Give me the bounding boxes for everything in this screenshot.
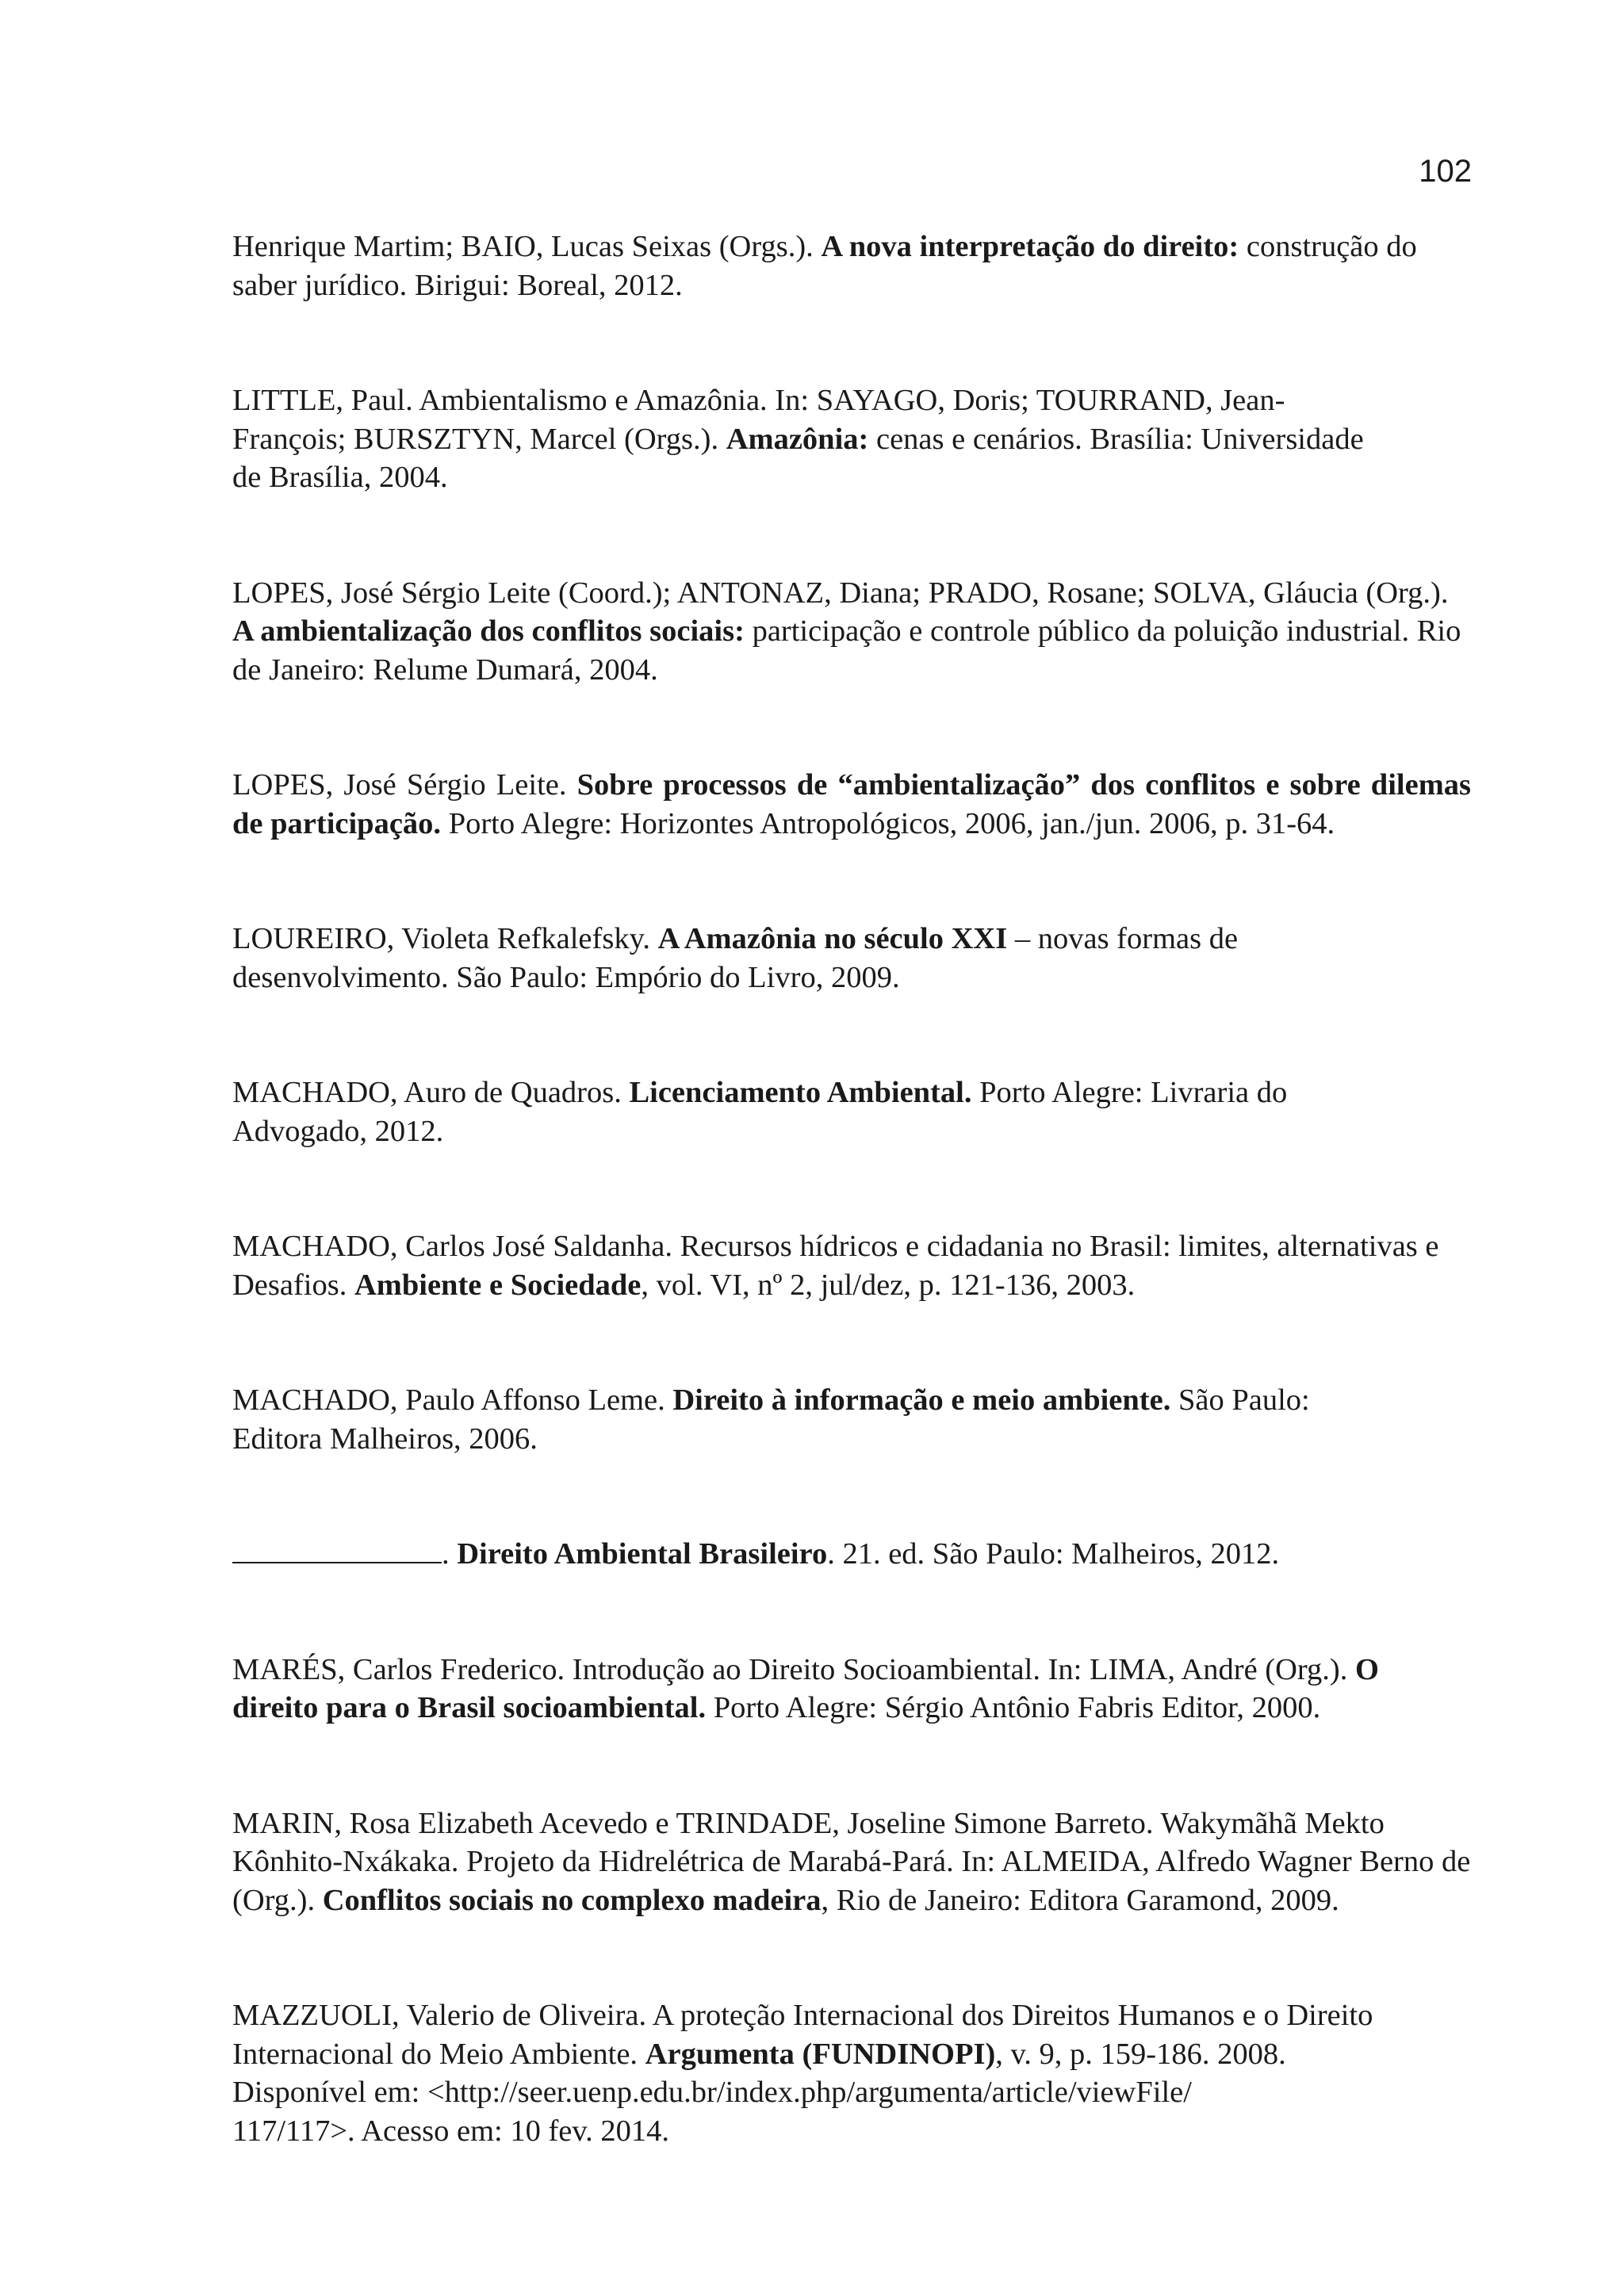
reference-text: MACHADO, Paulo Affonso Leme. bbox=[232, 1383, 673, 1417]
reference-title: Direito à informação e meio ambiente. bbox=[672, 1383, 1171, 1417]
reference-text: Porto Alegre: Sérgio Antônio Fabris Editor, 2000. bbox=[706, 1691, 1321, 1724]
reference-entry bbox=[232, 1535, 1471, 1574]
reference-title: Ambiente e Sociedade bbox=[354, 1268, 642, 1302]
reference-entry bbox=[232, 381, 1366, 497]
reference-text: LOUREIRO, Violeta Refkalefsky. bbox=[232, 922, 658, 955]
reference-text: participação e controle público da poluição industrial. Rio de Janeiro: Relume Dumará, 2004. bbox=[232, 614, 1461, 687]
reference-entry bbox=[232, 1227, 1471, 1304]
reference-entry bbox=[232, 1996, 1471, 2150]
reference-title: A nova interpretação do direito: bbox=[821, 230, 1239, 263]
reference-text: LOPES, José Sérgio Leite (Coord.); ANTONAZ, Diana; PRADO, Rosane; SOLVA, Gláucia (Org.). bbox=[232, 576, 1449, 610]
reference-title: Conflitos sociais no complexo madeira bbox=[322, 1883, 822, 1917]
reference-title: A Amazônia no século XXI bbox=[657, 922, 1008, 955]
reference-text: MARIN, Rosa Elizabeth Acevedo e TRINDADE, Joseline Simone Barreto. Wakymãhã Mekto Kônhito-Nxákaka. Projeto da Hidrelétrica de Marabá-Pará. In: ALMEIDA, Alfredo Wagner Berno de (Org.). bbox=[232, 1806, 1471, 1917]
reference-title: Sobre processos de “ambientalização” dos conflitos e sobre dilemas de participação. bbox=[232, 768, 1471, 840]
reference-title: A ambientalização dos conflitos sociais: bbox=[232, 614, 745, 648]
reference-entry bbox=[232, 766, 1471, 843]
reference-text: , Rio de Janeiro: Editora Garamond, 2009. bbox=[821, 1883, 1339, 1917]
reference-text: MAZZUOLI, Valerio de Oliveira. A proteção Internacional dos Direitos Humanos e o Direito Internacional do Meio Ambiente. bbox=[232, 1999, 1373, 2071]
reference-text: MACHADO, Carlos José Saldanha. Recursos hídricos e cidadania no Brasil: limites, alternativas e Desafios. bbox=[232, 1230, 1439, 1302]
reference-title: Licenciamento Ambiental. bbox=[629, 1076, 972, 1109]
reference-list bbox=[232, 228, 1471, 2150]
page-number: 102 bbox=[1419, 154, 1472, 189]
reference-access-date: 117/117>. Acesso em: 10 fev. 2014. bbox=[232, 2114, 670, 2148]
reference-text: Porto Alegre: Horizontes Antropológicos, 2006, jan./jun. 2006, p. 31-64. bbox=[441, 806, 1335, 840]
reference-text: , v. 9, p. 159-186. 2008. bbox=[995, 2037, 1286, 2071]
reference-text: . 21. ed. São Paulo: Malheiros, 2012. bbox=[827, 1537, 1280, 1571]
author-repeat-dash bbox=[232, 1538, 442, 1563]
reference-title: Argumenta (FUNDINOPI) bbox=[645, 2037, 996, 2071]
reference-text: cenas e cenários. Brasília: Universidade de Brasília, 2004. bbox=[232, 422, 1364, 494]
reference-url: Disponível em: <http://seer.uenp.edu.br/index.php/argumenta/article/viewFile/ bbox=[232, 2076, 1192, 2109]
reference-text: MARÉS, Carlos Frederico. Introdução ao Direito Socioambiental. In: LIMA, André (Org.). bbox=[232, 1652, 1356, 1686]
reference-entry bbox=[232, 1651, 1471, 1728]
reference-text: Henrique Martim; BAIO, Lucas Seixas (Orgs.). bbox=[232, 230, 822, 263]
reference-text: . bbox=[442, 1537, 458, 1571]
reference-entry bbox=[232, 920, 1366, 997]
reference-title: Amazônia: bbox=[726, 422, 869, 456]
reference-text: São Paulo: Editora Malheiros, 2006. bbox=[232, 1383, 1310, 1456]
reference-text: – novas formas de desenvolvimento. São Paulo: Empório do Livro, 2009. bbox=[232, 922, 1239, 994]
reference-title: Direito Ambiental Brasileiro bbox=[457, 1537, 828, 1571]
reference-text: Porto Alegre: Livraria do Advogado, 2012. bbox=[232, 1076, 1288, 1148]
reference-text: MACHADO, Auro de Quadros. bbox=[232, 1076, 630, 1109]
reference-entry bbox=[232, 1073, 1366, 1150]
reference-entry bbox=[232, 1804, 1471, 1920]
reference-text: construção do saber jurídico. Birigui: Boreal, 2012. bbox=[232, 230, 1417, 302]
reference-entry bbox=[232, 228, 1471, 304]
reference-entry bbox=[232, 1381, 1366, 1458]
reference-entry bbox=[232, 574, 1471, 690]
reference-title: O direito para o Brasil socioambiental. bbox=[232, 1652, 1379, 1724]
reference-text: LOPES, José Sérgio Leite. bbox=[232, 768, 577, 802]
reference-text: LITTLE, Paul. Ambientalismo e Amazônia. In: SAYAGO, Doris; TOURRAND, Jean-François; BURSZTYN, Marcel (Orgs.). bbox=[232, 384, 1285, 456]
reference-text: , vol. VI, nº 2, jul/dez, p. 121-136, 2003. bbox=[641, 1268, 1136, 1302]
